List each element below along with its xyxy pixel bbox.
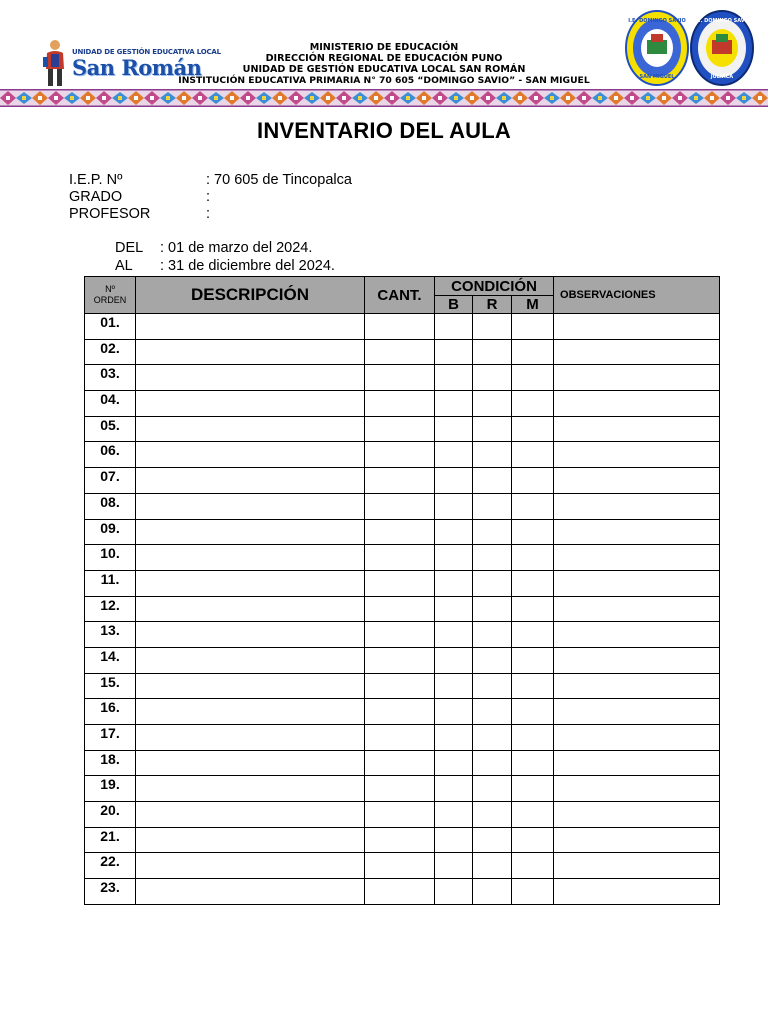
condicion-m-cell[interactable] — [512, 442, 554, 468]
row-number: 14. — [85, 647, 136, 673]
descripcion-cell[interactable] — [136, 442, 365, 468]
observaciones-cell[interactable] — [554, 570, 720, 596]
descripcion-cell[interactable] — [136, 750, 365, 776]
condicion-m-cell[interactable] — [512, 827, 554, 853]
observaciones-cell[interactable] — [554, 468, 720, 494]
table-row — [85, 442, 720, 468]
condicion-m-cell[interactable] — [512, 699, 554, 725]
observaciones-cell[interactable] — [554, 596, 720, 622]
row-number: 19. — [85, 776, 136, 802]
table-row — [85, 673, 720, 699]
seal-left-bottom-text: SAN MIGUEL — [639, 74, 675, 80]
condicion-r-cell[interactable] — [473, 365, 512, 391]
condicion-m-cell[interactable] — [512, 673, 554, 699]
table-row — [85, 750, 720, 776]
column-header-orden — [85, 277, 136, 314]
condicion-b-cell[interactable] — [435, 519, 473, 545]
cant-cell[interactable] — [365, 827, 435, 853]
table-row — [85, 314, 720, 340]
condicion-m-cell[interactable] — [512, 545, 554, 571]
descripcion-cell[interactable] — [136, 827, 365, 853]
descripcion-cell[interactable] — [136, 725, 365, 751]
condicion-r-cell[interactable] — [473, 391, 512, 417]
cant-cell[interactable] — [365, 853, 435, 879]
row-number: 23. — [85, 879, 136, 905]
condicion-m-cell[interactable] — [512, 750, 554, 776]
condicion-r-cell[interactable] — [473, 596, 512, 622]
row-number: 17. — [85, 725, 136, 751]
row-number: 03. — [85, 365, 136, 391]
cant-cell[interactable] — [365, 442, 435, 468]
observaciones-cell[interactable] — [554, 853, 720, 879]
table-row — [85, 391, 720, 417]
inventory-table-body — [85, 314, 720, 905]
row-number: 15. — [85, 673, 136, 699]
del-value: : 01 de marzo del 2024. — [160, 240, 313, 256]
row-number: 11. — [85, 570, 136, 596]
condicion-m-cell[interactable] — [512, 647, 554, 673]
condicion-m-cell[interactable] — [512, 493, 554, 519]
column-header-observaciones: OBSERVACIONES — [554, 277, 720, 314]
table-row — [85, 853, 720, 879]
condicion-m-cell[interactable] — [512, 725, 554, 751]
descripcion-cell[interactable] — [136, 673, 365, 699]
table-row — [85, 622, 720, 648]
school-seal-left — [625, 10, 689, 86]
observaciones-cell[interactable] — [554, 545, 720, 571]
observaciones-cell[interactable] — [554, 339, 720, 365]
cant-cell[interactable] — [365, 622, 435, 648]
table-row — [85, 339, 720, 365]
observaciones-cell[interactable] — [554, 391, 720, 417]
table-row — [85, 647, 720, 673]
column-header-condicion: CONDICIÓN — [435, 277, 554, 296]
descripcion-cell[interactable] — [136, 853, 365, 879]
condicion-r-cell[interactable] — [473, 699, 512, 725]
cant-cell[interactable] — [365, 365, 435, 391]
condicion-r-cell[interactable] — [473, 468, 512, 494]
condicion-m-cell[interactable] — [512, 570, 554, 596]
header-line-ugel: UNIDAD DE GESTIÓN EDUCATIVA LOCAL SAN ROMÁN — [242, 64, 526, 75]
row-number: 02. — [85, 339, 136, 365]
table-row — [85, 570, 720, 596]
observaciones-cell[interactable] — [554, 314, 720, 340]
descripcion-cell[interactable] — [136, 519, 365, 545]
orden-header-line2: ORDEN — [93, 295, 127, 305]
seal-right-top-text: I.E. DOMINGO SAVIO — [693, 18, 751, 24]
condicion-r-cell[interactable] — [473, 493, 512, 519]
cant-cell[interactable] — [365, 468, 435, 494]
condicion-b-cell[interactable] — [435, 570, 473, 596]
condicion-b-cell[interactable] — [435, 416, 473, 442]
cant-cell[interactable] — [365, 699, 435, 725]
row-number: 16. — [85, 699, 136, 725]
cant-cell[interactable] — [365, 802, 435, 828]
cant-cell[interactable] — [365, 545, 435, 571]
cant-cell[interactable] — [365, 570, 435, 596]
condicion-r-cell[interactable] — [473, 519, 512, 545]
descripcion-cell[interactable] — [136, 802, 365, 828]
condicion-r-cell[interactable] — [473, 750, 512, 776]
row-number: 21. — [85, 827, 136, 853]
condicion-r-cell[interactable] — [473, 725, 512, 751]
observaciones-cell[interactable] — [554, 647, 720, 673]
grado-label: GRADO — [69, 189, 123, 205]
condicion-m-cell[interactable] — [512, 391, 554, 417]
row-number: 04. — [85, 391, 136, 417]
table-row — [85, 776, 720, 802]
iep-value: : 70 605 de Tincopalca — [206, 172, 352, 188]
observaciones-cell[interactable] — [554, 725, 720, 751]
condicion-b-cell[interactable] — [435, 776, 473, 802]
table-row — [85, 699, 720, 725]
condicion-b-cell[interactable] — [435, 699, 473, 725]
iep-label: I.E.P. Nº — [69, 172, 123, 188]
observaciones-cell[interactable] — [554, 776, 720, 802]
condicion-r-cell[interactable] — [473, 647, 512, 673]
table-row — [85, 725, 720, 751]
condicion-b-cell[interactable] — [435, 442, 473, 468]
column-header-b: B — [435, 296, 473, 314]
condicion-b-cell[interactable] — [435, 545, 473, 571]
table-row — [85, 802, 720, 828]
profesor-value: : — [206, 206, 211, 222]
descripcion-cell[interactable] — [136, 622, 365, 648]
condicion-r-cell[interactable] — [473, 545, 512, 571]
condicion-r-cell[interactable] — [473, 879, 512, 905]
header-line-regional: DIRECCIÓN REGIONAL DE EDUCACIÓN PUNO — [265, 53, 503, 64]
inventory-table — [84, 276, 720, 905]
condicion-r-cell[interactable] — [473, 802, 512, 828]
header-line-ministry: MINISTERIO DE EDUCACIÓN — [309, 42, 459, 53]
condicion-r-cell[interactable] — [473, 570, 512, 596]
logo-ugel-text: UNIDAD DE GESTIÓN EDUCATIVA LOCAL — [72, 48, 221, 56]
observaciones-cell[interactable] — [554, 827, 720, 853]
descripcion-cell[interactable] — [136, 416, 365, 442]
observaciones-cell[interactable] — [554, 622, 720, 648]
table-row — [85, 468, 720, 494]
observaciones-cell[interactable] — [554, 699, 720, 725]
observaciones-cell[interactable] — [554, 416, 720, 442]
descripcion-cell[interactable] — [136, 545, 365, 571]
condicion-b-cell[interactable] — [435, 673, 473, 699]
condicion-r-cell[interactable] — [473, 673, 512, 699]
school-seal-right — [690, 10, 754, 86]
table-row — [85, 519, 720, 545]
observaciones-cell[interactable] — [554, 493, 720, 519]
cant-cell[interactable] — [365, 314, 435, 340]
condicion-m-cell[interactable] — [512, 519, 554, 545]
condicion-m-cell[interactable] — [512, 468, 554, 494]
cant-cell[interactable] — [365, 391, 435, 417]
al-value: : 31 de diciembre del 2024. — [160, 257, 335, 274]
row-number: 07. — [85, 468, 136, 494]
observaciones-cell[interactable] — [554, 365, 720, 391]
row-number: 12. — [85, 596, 136, 622]
grado-value: : — [206, 189, 211, 205]
cant-cell[interactable] — [365, 519, 435, 545]
condicion-m-cell[interactable] — [512, 853, 554, 879]
orden-header-line1: Nº — [105, 284, 115, 294]
decorative-textile-band — [0, 89, 768, 107]
condicion-b-cell[interactable] — [435, 827, 473, 853]
condicion-m-cell[interactable] — [512, 776, 554, 802]
condicion-b-cell[interactable] — [435, 314, 473, 340]
profesor-label: PROFESOR — [69, 206, 151, 222]
table-row — [85, 545, 720, 571]
row-number: 22. — [85, 853, 136, 879]
cant-cell[interactable] — [365, 596, 435, 622]
cant-cell[interactable] — [365, 725, 435, 751]
descripcion-cell[interactable] — [136, 339, 365, 365]
observaciones-cell[interactable] — [554, 879, 720, 905]
condicion-m-cell[interactable] — [512, 596, 554, 622]
condicion-b-cell[interactable] — [435, 853, 473, 879]
al-label: AL — [115, 257, 133, 274]
student-figure-icon — [42, 38, 68, 90]
observaciones-cell[interactable] — [554, 519, 720, 545]
condicion-m-cell[interactable] — [512, 802, 554, 828]
descripcion-cell[interactable] — [136, 493, 365, 519]
document-header — [0, 0, 768, 108]
condicion-b-cell[interactable] — [435, 725, 473, 751]
condicion-b-cell[interactable] — [435, 647, 473, 673]
condicion-r-cell[interactable] — [473, 827, 512, 853]
row-number: 01. — [85, 314, 136, 340]
descripcion-cell[interactable] — [136, 699, 365, 725]
condicion-m-cell[interactable] — [512, 416, 554, 442]
descripcion-cell[interactable] — [136, 647, 365, 673]
column-header-m: M — [512, 296, 554, 314]
column-header-r: R — [473, 296, 512, 314]
condicion-r-cell[interactable] — [473, 622, 512, 648]
header-line-institution: INSTITUCIÓN EDUCATIVA PRIMARIA N° 70 605 “DOMINGO SAVIO” - SAN MIGUEL — [178, 75, 590, 86]
condicion-b-cell[interactable] — [435, 391, 473, 417]
row-number: 08. — [85, 493, 136, 519]
descripcion-cell[interactable] — [136, 879, 365, 905]
column-header-cant: CANT. — [365, 277, 435, 314]
condicion-b-cell[interactable] — [435, 596, 473, 622]
condicion-b-cell[interactable] — [435, 365, 473, 391]
seal-right-bottom-text: JULIACA — [710, 74, 734, 80]
cant-cell[interactable] — [365, 776, 435, 802]
condicion-m-cell[interactable] — [512, 339, 554, 365]
cant-cell[interactable] — [365, 879, 435, 905]
condicion-b-cell[interactable] — [435, 468, 473, 494]
condicion-b-cell[interactable] — [435, 750, 473, 776]
condicion-r-cell[interactable] — [473, 442, 512, 468]
table-row — [85, 365, 720, 391]
seal-left-top-text: I.E. DOMINGO SAVIO — [628, 18, 686, 24]
logo-brand-text: San Román — [72, 55, 202, 80]
condicion-b-cell[interactable] — [435, 879, 473, 905]
cant-cell[interactable] — [365, 416, 435, 442]
observaciones-cell[interactable] — [554, 750, 720, 776]
cant-cell[interactable] — [365, 750, 435, 776]
column-header-descripcion: DESCRIPCIÓN — [136, 277, 365, 314]
descripcion-cell[interactable] — [136, 776, 365, 802]
descripcion-cell[interactable] — [136, 468, 365, 494]
table-row — [85, 827, 720, 853]
row-number: 20. — [85, 802, 136, 828]
condicion-r-cell[interactable] — [473, 853, 512, 879]
condicion-r-cell[interactable] — [473, 776, 512, 802]
del-label: DEL — [115, 240, 144, 256]
descripcion-cell[interactable] — [136, 365, 365, 391]
descripcion-cell[interactable] — [136, 391, 365, 417]
table-row — [85, 416, 720, 442]
table-row — [85, 493, 720, 519]
cant-cell[interactable] — [365, 339, 435, 365]
descripcion-cell[interactable] — [136, 596, 365, 622]
row-number: 18. — [85, 750, 136, 776]
row-number: 06. — [85, 442, 136, 468]
condicion-b-cell[interactable] — [435, 339, 473, 365]
descripcion-cell[interactable] — [136, 314, 365, 340]
condicion-m-cell[interactable] — [512, 622, 554, 648]
row-number: 10. — [85, 545, 136, 571]
condicion-r-cell[interactable] — [473, 314, 512, 340]
condicion-m-cell[interactable] — [512, 879, 554, 905]
cant-cell[interactable] — [365, 493, 435, 519]
page-title: INVENTARIO DEL AULA — [257, 118, 511, 143]
cant-cell[interactable] — [365, 673, 435, 699]
condicion-b-cell[interactable] — [435, 493, 473, 519]
cant-cell[interactable] — [365, 647, 435, 673]
condicion-b-cell[interactable] — [435, 622, 473, 648]
condicion-b-cell[interactable] — [435, 802, 473, 828]
observaciones-cell[interactable] — [554, 673, 720, 699]
row-number: 13. — [85, 622, 136, 648]
observaciones-cell[interactable] — [554, 442, 720, 468]
table-row — [85, 596, 720, 622]
condicion-r-cell[interactable] — [473, 339, 512, 365]
row-number: 05. — [85, 416, 136, 442]
row-number: 09. — [85, 519, 136, 545]
condicion-r-cell[interactable] — [473, 416, 512, 442]
condicion-m-cell[interactable] — [512, 314, 554, 340]
institution-header-text — [150, 42, 618, 86]
observaciones-cell[interactable] — [554, 802, 720, 828]
condicion-m-cell[interactable] — [512, 365, 554, 391]
table-row — [85, 879, 720, 905]
descripcion-cell[interactable] — [136, 570, 365, 596]
